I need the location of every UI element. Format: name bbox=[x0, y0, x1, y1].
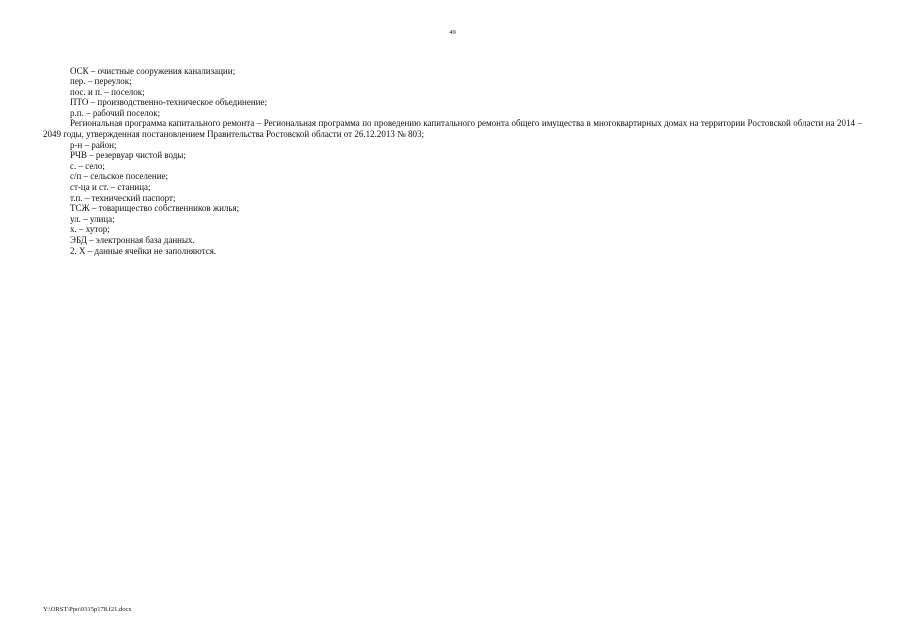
abbreviation-item: с. – село; bbox=[70, 160, 105, 171]
abbreviation-item: ул. – улица; bbox=[70, 213, 115, 224]
abbreviation-item: ОСК – очистные сооружения канализации; bbox=[70, 65, 236, 76]
abbreviation-item: РЧВ – резервуар чистой воды; bbox=[70, 150, 186, 161]
abbreviation-item: р-н – район; bbox=[70, 139, 117, 150]
abbreviation-item: пос. и п. – поселок; bbox=[70, 86, 145, 97]
abbreviation-item: ЭБД – электронная база данных. bbox=[70, 235, 195, 245]
abbreviation-item: ст-ца и ст. – станица; bbox=[70, 182, 151, 193]
abbreviation-item: х. – хутор; bbox=[70, 224, 110, 235]
abbreviation-item: ТСЖ – товарищество собственников жилья; bbox=[70, 203, 240, 214]
abbreviation-item: т.п. – технический паспорт; bbox=[70, 192, 176, 203]
note-empty-cells: 2. Х – данные ячейки не заполняются. bbox=[70, 245, 217, 256]
abbreviation-item: р.п. – рабочий поселок; bbox=[70, 107, 161, 118]
abbreviation-item-regional-program: Региональная программа капитального ремонта – Региональная программа по проведению капитального ремонта общего имущества в многоквартирных домах на территории Ростовской области на 2014 – 2049 годы, утвержденная постановлением Правительства Ростовской области от 26.12.2013 № 803; bbox=[43, 118, 862, 140]
abbreviation-item: ПТО – производственно-техническое объединение; bbox=[70, 97, 267, 108]
abbreviation-item: пер. – переулок; bbox=[70, 76, 132, 87]
footer-file-path: Y:\ORST\Ppo\0315p178.f21.docx bbox=[43, 606, 132, 613]
abbreviations-list bbox=[43, 66, 862, 257]
page-number: 49 bbox=[449, 29, 456, 36]
abbreviation-item: с/п – сельское поселение; bbox=[70, 171, 169, 182]
